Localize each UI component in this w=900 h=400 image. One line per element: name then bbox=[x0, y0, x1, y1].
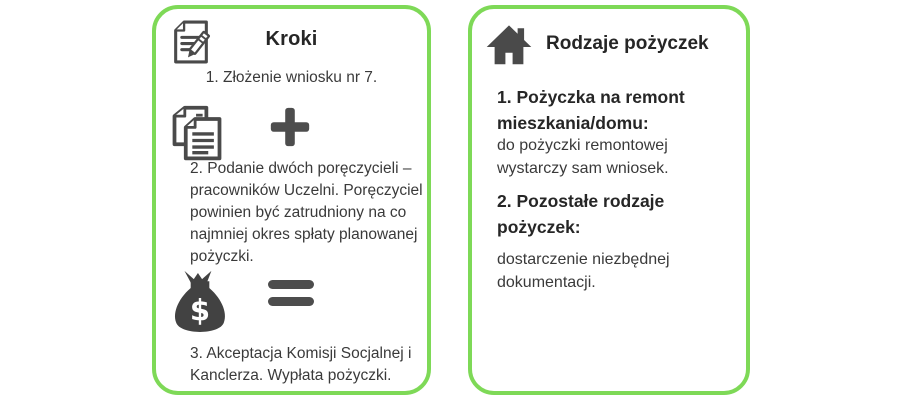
house-icon bbox=[486, 23, 532, 68]
plus-icon bbox=[267, 104, 313, 150]
loan-type-1-body: do pożyczki remontowej wystarczy sam wniosek. bbox=[497, 137, 669, 177]
step-1-text: 1. Złożenie wniosku nr 7. bbox=[205, 69, 378, 86]
documents-icon bbox=[166, 103, 228, 163]
step-2-text: 2. Podanie dwóch poręczycieli – pracowników Uczelni. Poręczyciel powinien być zatrudniony na co najmniej okres spłaty planowanej pożyczki. bbox=[190, 160, 423, 265]
loan-type-1-heading: 1. Pożyczka na remont mieszkania/domu: bbox=[497, 87, 685, 133]
steps-card-title: Kroki bbox=[265, 28, 318, 50]
loan-type-2-body: dostarczenie niezbędnej dokumentacji. bbox=[497, 251, 670, 291]
loan-type-2-heading: 2. Pozostałe rodzaje pożyczek: bbox=[497, 191, 665, 237]
loan-types-title: Rodzaje pożyczek bbox=[546, 33, 709, 54]
steps-card bbox=[152, 5, 431, 395]
money-bag-icon bbox=[171, 267, 229, 339]
equals-icon bbox=[266, 275, 316, 311]
loan-types-card bbox=[468, 5, 750, 395]
dollar-symbol: $ bbox=[189, 293, 211, 328]
step-3-text: 3. Akceptacja Komisji Socjalnej i Kanclerza. Wypłata pożyczki. bbox=[190, 345, 412, 384]
